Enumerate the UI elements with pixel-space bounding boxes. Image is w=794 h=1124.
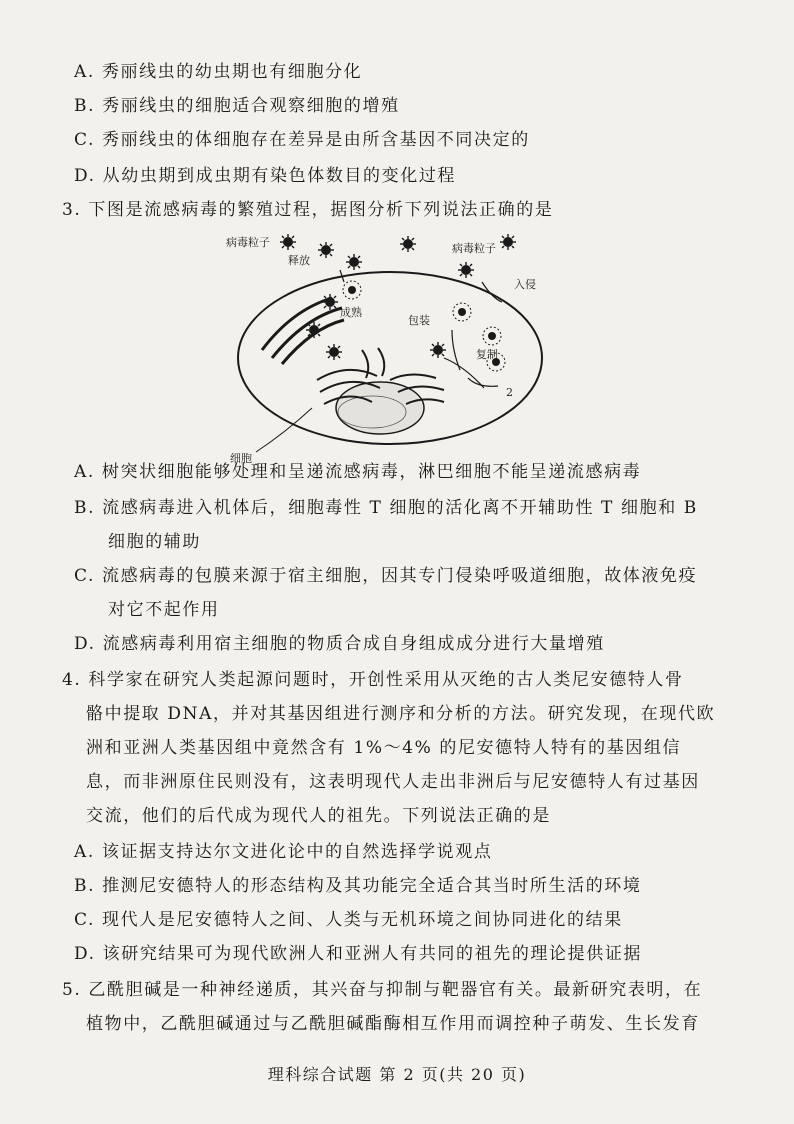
q4-option-d: D. 该研究结果可为现代欧洲人和亚洲人有共同的祖先的理论提供证据 <box>74 944 643 964</box>
label-cell: 细胞 <box>230 452 252 465</box>
label-release: 释放 <box>288 254 310 267</box>
q2-option-a: A. 秀丽线虫的幼虫期也有细胞分化 <box>74 62 363 82</box>
q4-stem-line-1: 4. 科学家在研究人类起源问题时，开创性采用从灭绝的古人类尼安德特人骨 <box>62 670 684 690</box>
q4-option-a: A. 该证据支持达尔文进化论中的自然选择学说观点 <box>74 842 493 862</box>
q5-stem-line-1: 5. 乙酰胆碱是一种神经递质，其兴奋与抑制与靶器官有关。最新研究表明，在 <box>62 980 703 1000</box>
virus-replication-figure <box>222 230 562 468</box>
q4-stem-line-3: 洲和亚洲人类基因组中竟然含有 1%～4% 的尼安德特人特有的基因组信 <box>86 738 682 758</box>
virus-cycle-diagram <box>222 230 562 468</box>
q3-option-b: B. 流感病毒进入机体后，细胞毒性 T 细胞的活化离不开辅助性 T 细胞和 B <box>74 498 698 518</box>
label-invade: 入侵 <box>514 278 536 291</box>
q2-option-b: B. 秀丽线虫的细胞适合观察细胞的增殖 <box>74 96 400 116</box>
q5-stem-line-2: 植物中，乙酰胆碱通过与乙酰胆碱酯酶相互作用而调控种子萌发、生长发育 <box>86 1014 700 1034</box>
q4-stem-line-2: 骼中提取 DNA，并对其基因组进行测序和分析的方法。研究发现，在现代欧 <box>86 704 716 724</box>
q3-option-a: A. 树突状细胞能够处理和呈递流感病毒，淋巴细胞不能呈递流感病毒 <box>74 462 642 482</box>
q4-option-b: B. 推测尼安德特人的形态结构及其功能完全适合其当时所生活的环境 <box>74 876 642 896</box>
label-package: 包装 <box>408 314 430 327</box>
q2-option-c: C. 秀丽线虫的体细胞存在差异是由所含基因不同决定的 <box>74 130 530 150</box>
label-virus-left: 病毒粒子 <box>226 236 270 249</box>
q3-option-c-cont: 对它不起作用 <box>108 600 220 620</box>
q4-option-c: C. 现代人是尼安德特人之间、人类与无机环境之间协同进化的结果 <box>74 910 623 930</box>
cell-pointer <box>256 408 312 452</box>
label-virus-right: 病毒粒子 <box>452 242 496 255</box>
virus-particle <box>280 234 296 250</box>
q4-stem-line-4: 息，而非洲原住民则没有，这表明现代人走出非洲后与尼安德特人有过基因 <box>86 772 700 792</box>
q3-option-c: C. 流感病毒的包膜来源于宿主细胞，因其专门侵染呼吸道细胞，故体液免疫 <box>74 566 698 586</box>
q3-stem: 3. 下图是流感病毒的繁殖过程，据图分析下列说法正确的是 <box>62 200 554 220</box>
q3-option-b-cont: 细胞的辅助 <box>108 532 201 552</box>
page-footer: 理科综合试题 第 2 页(共 20 页) <box>267 1065 527 1084</box>
q4-stem-line-5: 交流，他们的后代成为现代人的祖先。下列说法正确的是 <box>86 806 551 826</box>
nucleus <box>336 382 424 434</box>
label-replicate: 复制 <box>476 348 498 361</box>
label-mature: 成熟 <box>340 306 362 319</box>
label-num2: 2 <box>506 386 513 399</box>
q2-option-d: D. 从幼虫期到成虫期有染色体数目的变化过程 <box>74 166 457 186</box>
q3-option-d: D. 流感病毒利用宿主细胞的物质合成自身组成成分进行大量增殖 <box>74 634 605 654</box>
